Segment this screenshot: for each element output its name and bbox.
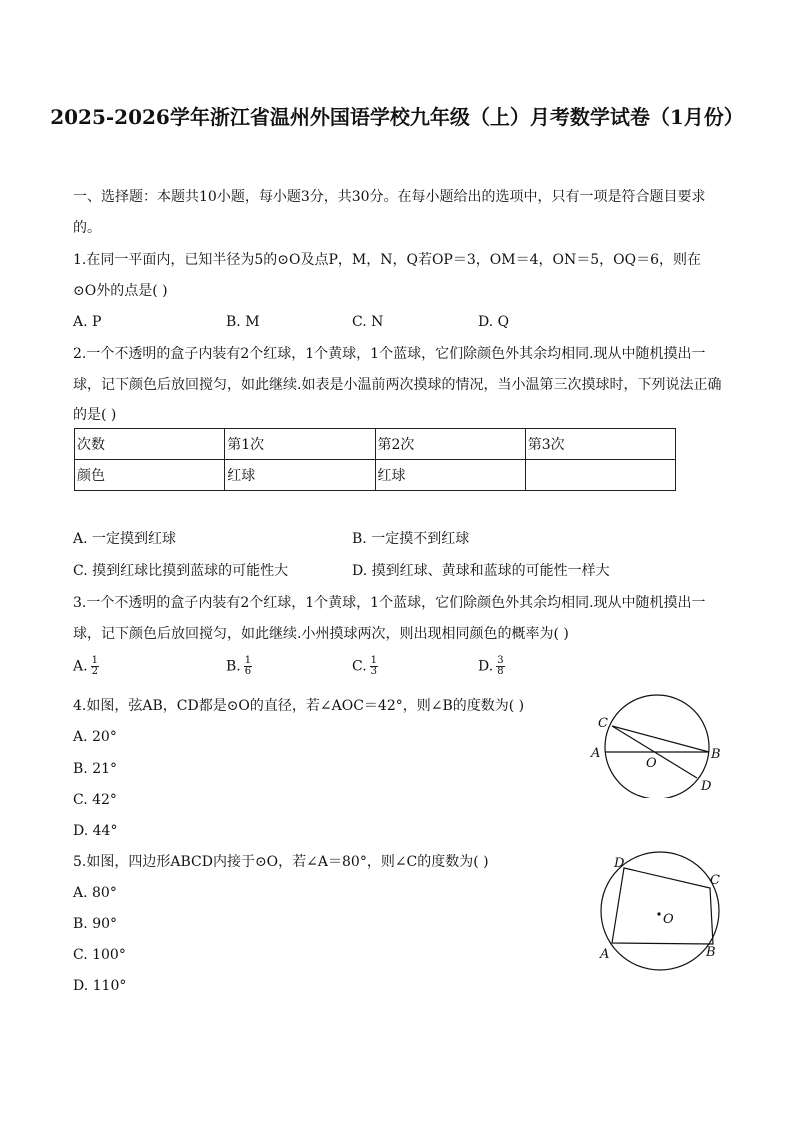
table-row xyxy=(75,460,676,491)
denominator: 2 xyxy=(91,666,98,677)
q1-option-a: A. P xyxy=(73,314,102,330)
chord-cb xyxy=(612,726,709,752)
numerator: 1 xyxy=(91,655,98,666)
q1-option-b: B. M xyxy=(226,314,260,330)
section-header: 一、选择题：本题共10小题，每小题3分，共30分。在每小题给出的选项中，只有一项是符合题目要求 xyxy=(73,189,706,205)
q3-stem-cont: 球，记下颜色后放回搅匀，如此继续.小州摸球两次，则出现相同颜色的概率为( ) xyxy=(73,626,569,642)
q2-option-a: A. 一定摸到红球 xyxy=(73,531,177,547)
q1-option-c: C. N xyxy=(352,314,384,330)
q4-stem: 4.如图，弦AB，CD都是⊙O的直径，若∠AOC＝42°，则∠B的度数为( ) xyxy=(73,698,525,714)
option-letter: C. xyxy=(352,658,367,675)
label-c: C xyxy=(598,716,608,731)
label-a: A xyxy=(600,947,610,962)
table-cell xyxy=(525,460,675,491)
q2-table xyxy=(74,428,676,491)
numerator: 1 xyxy=(244,655,252,666)
quadrilateral-abcd xyxy=(612,868,713,944)
table-cell: 颜色 xyxy=(75,460,225,491)
table-cell: 第3次 xyxy=(525,429,675,460)
label-a: A xyxy=(591,746,601,761)
q2-option-b: B. 一定摸不到红球 xyxy=(352,531,470,547)
center-dot xyxy=(657,912,660,915)
q3-stem: 3.一个不透明的盒子内装有2个红球，1个黄球，1个蓝球，它们除颜色外其余均相同.现从中随机摸出一 xyxy=(73,595,706,611)
q5-option-d: D. 110° xyxy=(73,978,127,994)
denominator: 6 xyxy=(244,666,252,677)
q2-stem: 2.一个不透明的盒子内装有2个红球，1个黄球，1个蓝球，它们除颜色外其余均相同.现从中随机摸出一 xyxy=(73,346,706,362)
q4-option-a: A. 20° xyxy=(73,729,117,745)
q3-option-c xyxy=(352,656,378,677)
q5-circle-figure xyxy=(590,848,730,973)
q1-option-d: D. Q xyxy=(478,314,510,330)
q1-stem-cont: ⊙O外的点是( ) xyxy=(73,283,168,299)
label-o: O xyxy=(646,756,657,771)
q1-stem: 1.在同一平面内，已知半径为5的⊙O及点P，M，N，Q若OP＝3，OM＝4，ON＝5，OQ＝6，则在 xyxy=(73,252,701,268)
q4-option-c: C. 42° xyxy=(73,792,117,808)
section-header-cont: 的。 xyxy=(73,220,101,236)
q2-option-c: C. 摸到红球比摸到蓝球的可能性大 xyxy=(73,563,289,579)
label-d: D xyxy=(614,856,625,871)
label-d: D xyxy=(701,779,712,794)
numerator: 1 xyxy=(370,655,378,666)
q5-stem: 5.如图，四边形ABCD内接于⊙O，若∠A＝80°，则∠C的度数为( ) xyxy=(73,854,489,870)
option-letter: D. xyxy=(478,658,494,675)
q2-option-d: D. 摸到红球、黄球和蓝球的可能性一样大 xyxy=(352,563,610,579)
option-letter: A. xyxy=(73,658,88,675)
table-cell: 第2次 xyxy=(375,429,525,460)
page-title: 2025-2026学年浙江省温州外国语学校九年级（上）月考数学试卷（1月份） xyxy=(50,105,744,129)
table-cell: 次数 xyxy=(75,429,225,460)
numerator: 3 xyxy=(497,655,504,666)
q2-stem-cont: 球，记下颜色后放回搅匀，如此继续.如表是小温前两次摸球的情况，当小温第三次摸球时，下列说法正确 xyxy=(73,377,722,393)
q3-option-b xyxy=(226,656,252,677)
label-o: O xyxy=(663,912,674,927)
q3-option-a xyxy=(73,656,99,677)
option-letter: B. xyxy=(226,658,241,675)
label-b: B xyxy=(706,945,716,960)
fraction xyxy=(496,656,504,677)
fraction xyxy=(91,656,99,677)
table-cell: 红球 xyxy=(225,460,375,491)
q5-option-b: B. 90° xyxy=(73,916,118,932)
fraction xyxy=(370,656,378,677)
table-cell: 红球 xyxy=(375,460,525,491)
q5-option-c: C. 100° xyxy=(73,947,126,963)
q4-circle-figure xyxy=(585,693,725,798)
fraction xyxy=(244,656,252,677)
denominator: 3 xyxy=(370,666,378,677)
table-cell: 第1次 xyxy=(225,429,375,460)
label-c: C xyxy=(710,873,720,888)
table-row xyxy=(75,429,676,460)
q3-option-d xyxy=(478,656,505,677)
q5-option-a: A. 80° xyxy=(73,885,117,901)
q4-option-b: B. 21° xyxy=(73,761,118,777)
q4-option-d: D. 44° xyxy=(73,823,118,839)
circle xyxy=(605,695,709,798)
q2-stem-end: 的是( ) xyxy=(73,407,117,423)
label-b: B xyxy=(711,747,721,762)
denominator: 8 xyxy=(497,666,504,677)
